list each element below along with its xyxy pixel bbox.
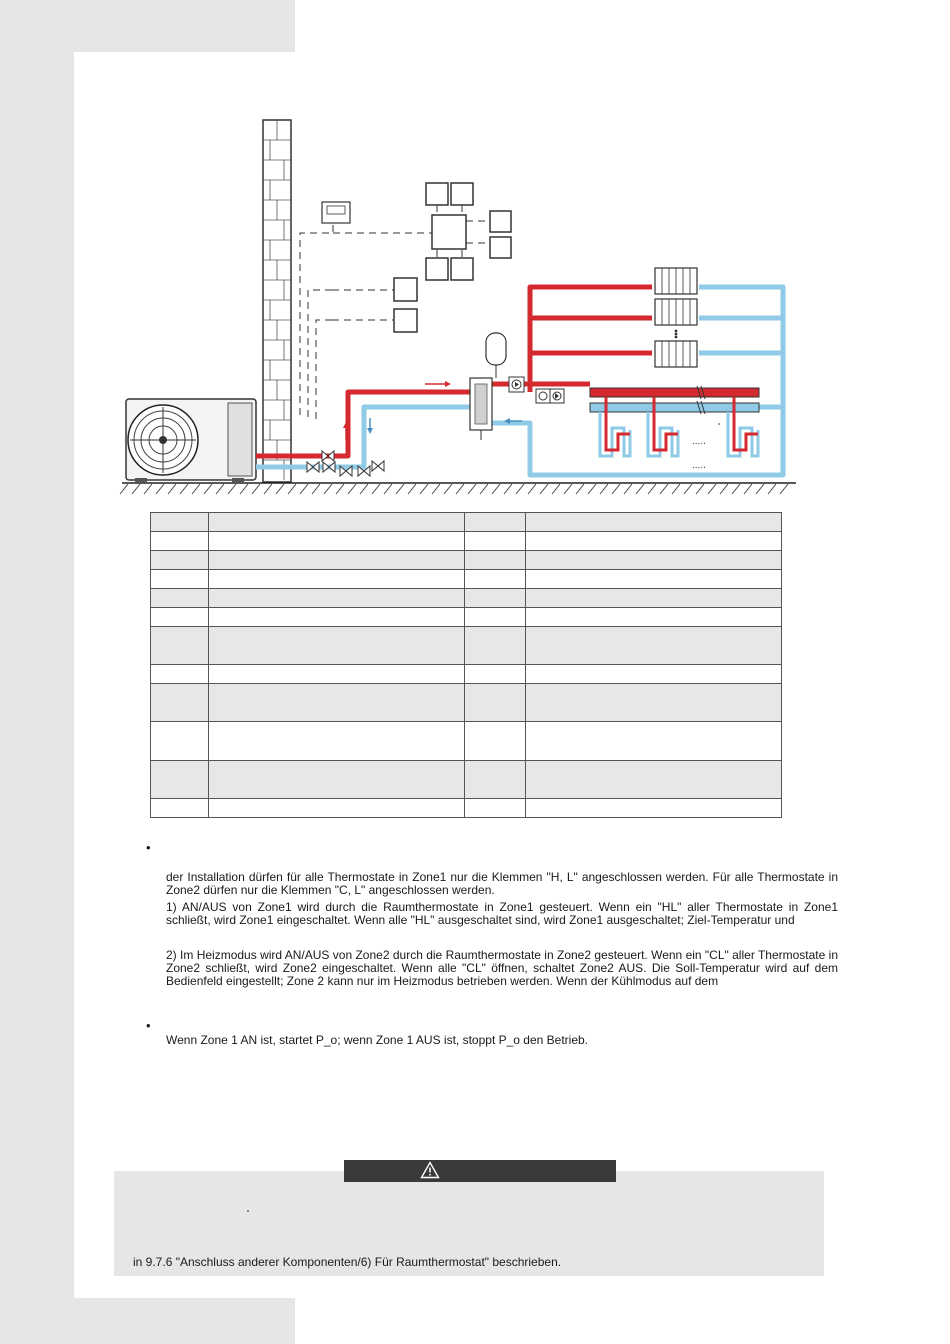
table-cell	[208, 532, 464, 551]
table-row	[151, 570, 782, 589]
table-cell	[526, 532, 782, 551]
table-row	[151, 665, 782, 684]
system-diagram	[0, 0, 950, 510]
table-cell	[526, 570, 782, 589]
bullet-2: •	[146, 1018, 151, 1033]
room-thermostat	[322, 202, 350, 223]
outdoor-unit	[126, 399, 256, 483]
warning-icon	[420, 1161, 440, 1179]
table-cell	[526, 608, 782, 627]
table-cell	[526, 589, 782, 608]
table-cell	[208, 551, 464, 570]
table-cell	[464, 589, 526, 608]
table-cell	[464, 551, 526, 570]
table-cell	[151, 761, 209, 799]
table-cell	[151, 665, 209, 684]
legend-table	[150, 512, 782, 818]
table-cell	[208, 684, 464, 722]
warning-text: in 9.7.6 "Anschluss anderer Komponenten/6) Für Raumthermostat" beschrieben.	[133, 1255, 562, 1269]
expansion-vessel	[486, 333, 506, 378]
balance-tank	[470, 378, 492, 440]
table-cell	[526, 665, 782, 684]
table-cell	[464, 513, 526, 532]
table-row	[151, 722, 782, 761]
pump-icons	[509, 377, 564, 403]
table-row	[151, 684, 782, 722]
warning-mark	[247, 1210, 249, 1212]
table-cell	[464, 627, 526, 665]
radiators	[655, 268, 697, 367]
table-cell	[151, 589, 209, 608]
table-cell	[464, 532, 526, 551]
table-cell	[208, 570, 464, 589]
table-cell	[151, 627, 209, 665]
paragraph-zone1: 1) AN/AUS von Zone1 wird durch die Raumthermostate in Zone1 gesteuert. Wenn ein "HL" aller Thermostate in Zone1 schließt, wird Zone1 eingeschaltet. Wenn alle "HL" ausgeschaltet sind, wird Zone1 ausgeschaltet; Ziel-Temperatur und	[166, 900, 838, 927]
table-cell	[526, 799, 782, 818]
table-row	[151, 627, 782, 665]
table-cell	[526, 761, 782, 799]
paragraph-thermostat-terminals: der Installation dürfen für alle Thermostate in Zone1 nur die Klemmen "H, L" angeschlossen werden. Für alle Thermostate in Zone2 dürfen nur die Klemmen "C, L" angeschlossen werden.	[166, 870, 838, 897]
table-cell	[208, 513, 464, 532]
table-cell	[208, 665, 464, 684]
page-margin-bottom	[0, 1298, 295, 1344]
warning-header-bar	[344, 1160, 616, 1182]
table-cell	[151, 551, 209, 570]
table-cell	[464, 799, 526, 818]
table-cell	[464, 722, 526, 761]
paragraph-zone2: 2) Im Heizmodus wird AN/AUS von Zone2 durch die Raumthermostate in Zone2 gesteuert. Wenn ein "CL" aller Thermostate in Zone2 schließt, wird Zone2 eingeschaltet. Wenn alle "CL" öffnen, schaltet Zone2 AUS. Die Soll-Temperatur wird auf dem Bedienfeld eingestellt; Zone 2 kann nur im Heizmodus betrieben werden. Wenn der Kühlmodus auf dem	[166, 948, 838, 988]
table-cell	[151, 722, 209, 761]
loops-dots-2: .....	[692, 460, 706, 471]
table-cell	[464, 684, 526, 722]
table-cell	[151, 799, 209, 818]
table-cell	[464, 570, 526, 589]
table-cell	[526, 513, 782, 532]
table-cell	[208, 722, 464, 761]
table-row	[151, 608, 782, 627]
table-cell	[208, 627, 464, 665]
table-cell	[526, 722, 782, 761]
loops-dots-1: .....	[692, 436, 706, 447]
table-cell	[208, 761, 464, 799]
table-cell	[526, 684, 782, 722]
table-row	[151, 589, 782, 608]
table-cell	[151, 532, 209, 551]
table-cell	[151, 608, 209, 627]
table-cell	[151, 684, 209, 722]
house-wall	[263, 120, 291, 482]
table-row	[151, 513, 782, 532]
table-cell	[526, 627, 782, 665]
table-cell	[464, 608, 526, 627]
ground-line	[120, 483, 796, 494]
table-row	[151, 551, 782, 570]
table-cell	[464, 665, 526, 684]
table-row	[151, 761, 782, 799]
table-cell	[464, 761, 526, 799]
table-cell	[208, 589, 464, 608]
bullet-1: •	[146, 840, 151, 855]
table-row	[151, 532, 782, 551]
table-cell	[526, 551, 782, 570]
paragraph-pump: Wenn Zone 1 AN ist, startet P_o; wenn Zone 1 AUS ist, stoppt P_o den Betrieb.	[166, 1033, 589, 1047]
table-cell	[151, 570, 209, 589]
table-cell	[151, 513, 209, 532]
table-cell	[208, 608, 464, 627]
table-cell	[208, 799, 464, 818]
table-row	[151, 799, 782, 818]
control-boxes	[394, 183, 511, 332]
